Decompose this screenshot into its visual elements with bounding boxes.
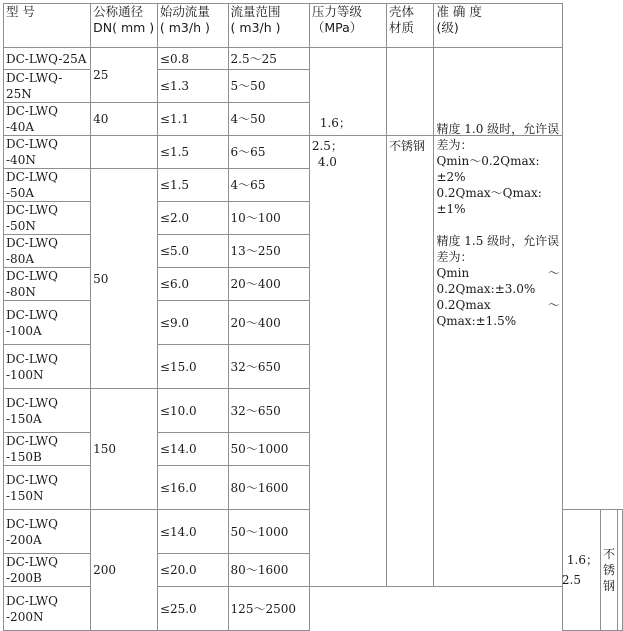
start-flow-cell: ≤2.0 bbox=[157, 202, 228, 235]
start-flow-cell: ≤6.0 bbox=[157, 268, 228, 301]
model-cell: DC-LWQ -150N bbox=[4, 466, 91, 510]
spec-table bbox=[3, 3, 623, 631]
model-cell: DC-LWQ -40A bbox=[4, 103, 91, 136]
header-start-flow: 始动流量 ( m3/h ) bbox=[157, 4, 228, 48]
flow-range-cell: 4～65 bbox=[228, 169, 309, 202]
model-cell: DC-LWQ -150B bbox=[4, 433, 91, 466]
start-flow-cell: ≤15.0 bbox=[157, 345, 228, 389]
dn-cell: 25 bbox=[91, 48, 158, 103]
start-flow-cell: ≤9.0 bbox=[157, 301, 228, 345]
dn-cell: 150 bbox=[91, 389, 158, 510]
flow-range-cell: 32～650 bbox=[228, 389, 309, 433]
model-cell: DC-LWQ -200N bbox=[4, 587, 91, 631]
shell-cell-empty bbox=[387, 48, 434, 136]
flow-range-cell: 4～50 bbox=[228, 103, 309, 136]
flow-range-cell: 10～100 bbox=[228, 202, 309, 235]
model-cell: DC-LWQ -200B bbox=[4, 554, 91, 587]
shell-cell: 不锈钢 bbox=[387, 136, 434, 587]
dn-cell-empty bbox=[91, 136, 158, 169]
flow-range-cell: 125～2500 bbox=[228, 587, 309, 631]
flow-range-cell: 50～1000 bbox=[228, 510, 309, 554]
shell-cell: 不锈钢 bbox=[600, 510, 617, 631]
model-cell: DC-LWQ -100A bbox=[4, 301, 91, 345]
start-flow-cell: ≤1.1 bbox=[157, 103, 228, 136]
start-flow-cell: ≤0.8 bbox=[157, 48, 228, 70]
model-cell: DC-LWQ -80N bbox=[4, 268, 91, 301]
flow-range-cell: 80～1600 bbox=[228, 466, 309, 510]
flow-range-cell: 20～400 bbox=[228, 268, 309, 301]
flow-range-cell: 50～1000 bbox=[228, 433, 309, 466]
dn-cell: 200 bbox=[91, 510, 158, 631]
header-pressure: 压力等级 （MPa） bbox=[309, 4, 386, 48]
pressure-cell: 2.5； 4.0 bbox=[309, 136, 386, 587]
header-accuracy: 准 确 度 (级) bbox=[434, 4, 562, 48]
flow-range-cell: 20～400 bbox=[228, 301, 309, 345]
header-flow-range: 流量范围 ( m3/h ) bbox=[228, 4, 309, 48]
model-cell: DC-LWQ -150A bbox=[4, 389, 91, 433]
model-cell: DC-LWQ -40N bbox=[4, 136, 91, 169]
start-flow-cell: ≤25.0 bbox=[157, 587, 228, 631]
model-cell: DC-LWQ -200A bbox=[4, 510, 91, 554]
flow-range-cell: 2.5～25 bbox=[228, 48, 309, 70]
start-flow-cell: ≤10.0 bbox=[157, 389, 228, 433]
table-row bbox=[4, 136, 623, 169]
dn-cell: 40 bbox=[91, 103, 158, 136]
flow-range-cell: 32～650 bbox=[228, 345, 309, 389]
model-cell: DC-LWQ -50N bbox=[4, 202, 91, 235]
header-row bbox=[4, 4, 623, 48]
table-row bbox=[4, 48, 623, 70]
header-dn: 公称通径 DN( mm ) bbox=[91, 4, 158, 48]
flow-range-cell: 13～250 bbox=[228, 235, 309, 268]
pressure-cell: 1.6； 2.5 bbox=[562, 510, 600, 631]
model-cell: DC-LWQ -100N bbox=[4, 345, 91, 389]
start-flow-cell: ≤5.0 bbox=[157, 235, 228, 268]
header-shell: 壳体 材质 bbox=[387, 4, 434, 48]
flow-range-cell: 80～1600 bbox=[228, 554, 309, 587]
flow-range-cell: 6～65 bbox=[228, 136, 309, 169]
flow-range-cell: 5～50 bbox=[228, 70, 309, 103]
accuracy-cell-empty bbox=[618, 510, 623, 631]
start-flow-cell: ≤1.5 bbox=[157, 169, 228, 202]
model-cell: DC-LWQ -80A bbox=[4, 235, 91, 268]
start-flow-cell: ≤1.5 bbox=[157, 136, 228, 169]
model-cell: DC-LWQ-25A bbox=[4, 48, 91, 70]
dn-cell: 50 bbox=[91, 169, 158, 389]
model-cell: DC-LWQ -50A bbox=[4, 169, 91, 202]
pressure-cell: 1.6； bbox=[309, 48, 386, 136]
start-flow-cell: ≤16.0 bbox=[157, 466, 228, 510]
accuracy-notes: 精度 1.0 级时，允许误 差为： Qmin～0.2Qmax:±2% 0.2Qmax～Qmax:±1% 精度 1.5 级时，允许误 差为： Qmin ～ 0.2Qmax:±3.0% 0.2Qmax ～ Qmax:±1.5% bbox=[434, 136, 562, 587]
start-flow-cell: ≤20.0 bbox=[157, 554, 228, 587]
model-cell: DC-LWQ-25N bbox=[4, 70, 91, 103]
header-model: 型 号 bbox=[4, 4, 91, 48]
start-flow-cell: ≤14.0 bbox=[157, 433, 228, 466]
start-flow-cell: ≤1.3 bbox=[157, 70, 228, 103]
start-flow-cell: ≤14.0 bbox=[157, 510, 228, 554]
